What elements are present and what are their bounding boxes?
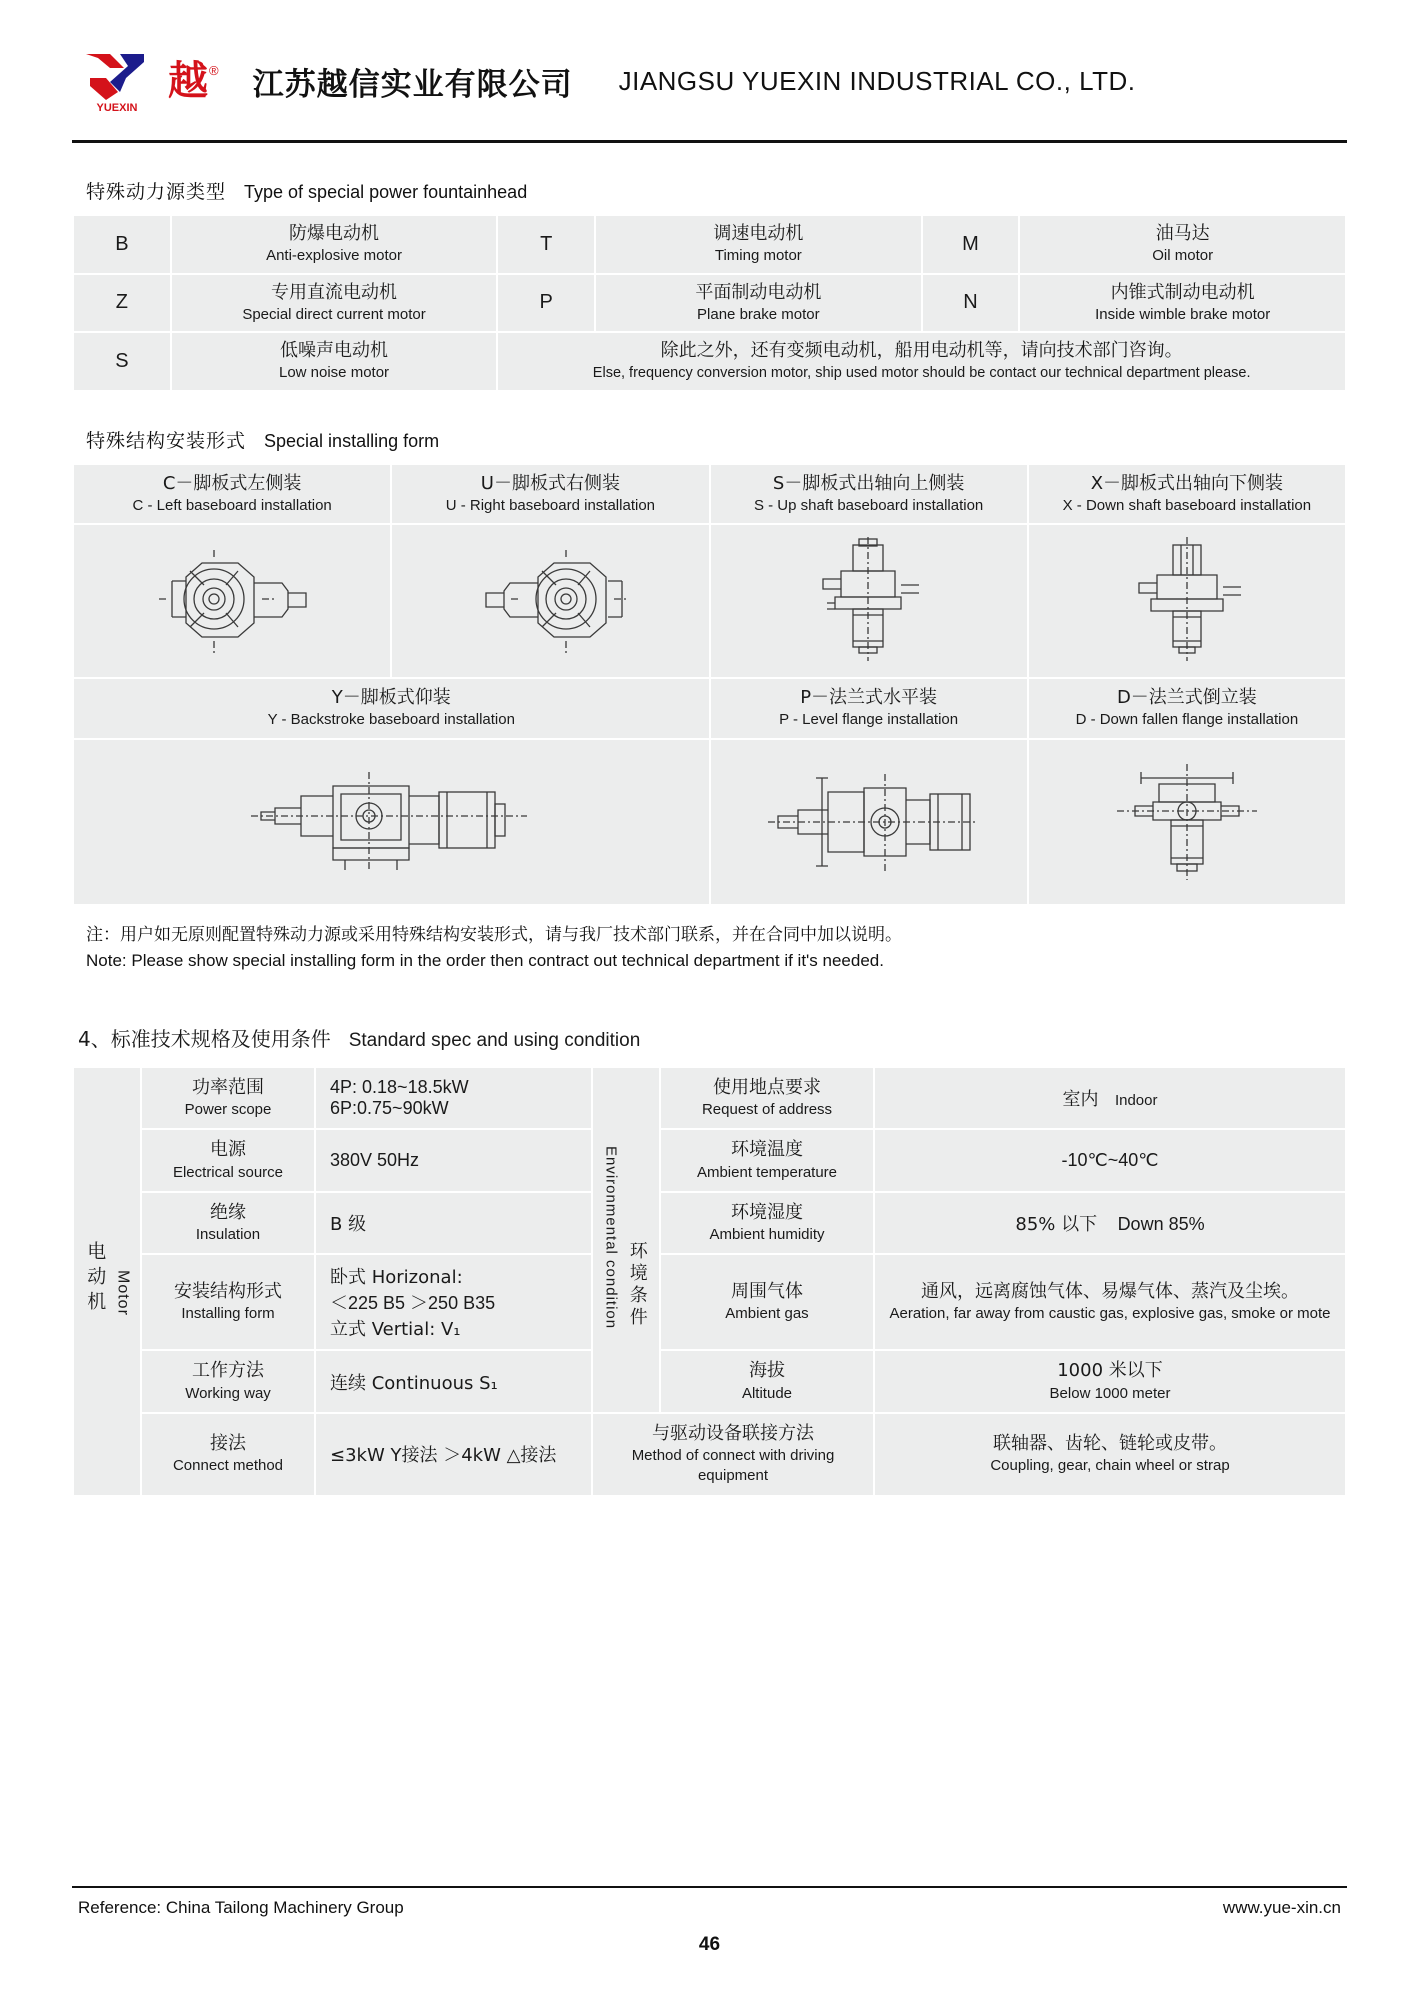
spec-value-electrical-source: 380V 50Hz bbox=[315, 1129, 592, 1192]
power-name-n: 内锥式制动电动机 Inside wimble brake motor bbox=[1019, 274, 1346, 333]
spec-value-altitude: 1000 米以下 Below 1000 meter bbox=[874, 1350, 1346, 1413]
spec-label-connect-driving-equipment: 与驱动设备联接方法 Method of connect with driving equipment bbox=[592, 1413, 874, 1496]
install-label-p: P－法兰式水平装 P - Level flange installation bbox=[710, 678, 1028, 739]
section-title-power-source-en: Type of special power fountainhead bbox=[244, 182, 528, 202]
page-header bbox=[72, 0, 1347, 143]
power-name-t: 调速电动机 Timing motor bbox=[595, 215, 922, 274]
table-row bbox=[73, 678, 1346, 739]
table-row bbox=[73, 524, 1346, 678]
spec-group-environment: Environmental condition 环境条件 bbox=[592, 1067, 660, 1413]
gearbox-left-side-figure bbox=[73, 524, 391, 678]
install-label-d: D－法兰式倒立装 D - Down fallen flange installation bbox=[1028, 678, 1346, 739]
table-row bbox=[73, 1413, 1346, 1496]
spec-label-working-way: 工作方法 Working way bbox=[141, 1350, 315, 1413]
yuexin-logo-icon bbox=[80, 48, 154, 114]
section-title-power-source bbox=[86, 177, 1347, 204]
table-row bbox=[73, 1350, 1346, 1413]
spec-label-ambient-humidity: 环境湿度 Ambient humidity bbox=[660, 1192, 874, 1255]
installing-form-note-cn: 注：用户如无原则配置特殊动力源或采用特殊结构安装形式，请与我厂技术部门联系，并在合同中加以说明。 bbox=[86, 924, 902, 945]
footer-divider bbox=[72, 1886, 1347, 1888]
table-row bbox=[73, 1254, 1346, 1350]
spec-value-ambient-temperature: -10℃~40℃ bbox=[874, 1129, 1346, 1192]
power-name-p: 平面制动电动机 Plane brake motor bbox=[595, 274, 922, 333]
installing-form-table bbox=[72, 463, 1347, 906]
company-name-cn: 江苏越信实业有限公司 bbox=[252, 66, 573, 103]
power-source-note: 除此之外，还有变频电动机，船用电动机等，请向技术部门咨询。 Else, frequency conversion motor, ship used motor should be contact our technical department please. bbox=[497, 332, 1346, 391]
gearbox-up-shaft-figure bbox=[710, 524, 1028, 678]
section-title-power-source-cn: 特殊动力源类型 bbox=[86, 181, 227, 203]
spec-value-insulation: B 级 bbox=[315, 1192, 592, 1255]
gearbox-down-flange-figure bbox=[1028, 739, 1346, 905]
install-label-x: X－脚板式出轴向下侧装 X - Down shaft baseboard installation bbox=[1028, 464, 1346, 525]
standard-spec-table bbox=[72, 1066, 1347, 1497]
spec-label-ambient-gas: 周围气体 Ambient gas bbox=[660, 1254, 874, 1350]
install-label-c: C－脚板式左侧装 C - Left baseboard installation bbox=[73, 464, 391, 525]
power-code-m: M bbox=[922, 215, 1020, 274]
table-row bbox=[73, 1067, 1346, 1130]
spec-value-connect-method: ≤3kW Y接法 ＞4kW △接法 bbox=[315, 1413, 592, 1496]
install-label-s: S－脚板式出轴向上侧装 S - Up shaft baseboard installation bbox=[710, 464, 1028, 525]
power-code-z: Z bbox=[73, 274, 171, 333]
spec-label-power-scope: 功率范围 Power scope bbox=[141, 1067, 315, 1130]
spec-value-installing-form: 卧式 Horizonal: ＜225 B5 ＞250 B35 立式 Vertial: V₁ bbox=[315, 1254, 592, 1350]
spec-label-request-address: 使用地点要求 Request of address bbox=[660, 1067, 874, 1130]
section-title-installing-form bbox=[86, 426, 1347, 453]
power-name-z: 专用直流电动机 Special direct current motor bbox=[171, 274, 498, 333]
installing-form-note-en: Note: Please show special installing form in the order then contract out technical department if it's needed. bbox=[86, 950, 884, 970]
spec-value-connect-driving-equipment: 联轴器、齿轮、链轮或皮带。 Coupling, gear, chain wheel or strap bbox=[874, 1413, 1346, 1496]
install-label-y: Y－脚板式仰装 Y - Backstroke baseboard installation bbox=[73, 678, 710, 739]
spec-label-insulation: 绝缘 Insulation bbox=[141, 1192, 315, 1255]
spec-label-installing-form: 安装结构形式 Installing form bbox=[141, 1254, 315, 1350]
gearbox-right-side-figure bbox=[391, 524, 709, 678]
company-name-en: JIANGSU YUEXIN INDUSTRIAL CO., LTD. bbox=[618, 65, 1136, 96]
spec-value-ambient-gas: 通风，远离腐蚀气体、易爆气体、蒸汽及尘埃。 Aeration, far away from caustic gas, explosive gas, smoke or mote bbox=[874, 1254, 1346, 1350]
spec-group-motor: 电动机 Motor bbox=[73, 1067, 141, 1496]
spec-value-power-scope: 4P: 0.18~18.5kW 6P:0.75~90kW bbox=[315, 1067, 592, 1130]
table-row bbox=[73, 464, 1346, 525]
spec-label-connect-method: 接法 Connect method bbox=[141, 1413, 315, 1496]
table-row bbox=[73, 1192, 1346, 1255]
power-name-s: 低噪声电动机 Low noise motor bbox=[171, 332, 498, 391]
footer-website[interactable]: www.yue-xin.cn bbox=[1222, 1898, 1341, 1917]
gearbox-backstroke-figure bbox=[73, 739, 710, 905]
power-code-n: N bbox=[922, 274, 1020, 333]
power-source-table bbox=[72, 214, 1347, 392]
spec-label-altitude: 海拔 Altitude bbox=[660, 1350, 874, 1413]
page-footer bbox=[72, 1886, 1347, 1956]
power-name-m: 油马达 Oil motor bbox=[1019, 215, 1346, 274]
table-row bbox=[73, 332, 1346, 391]
power-code-b: B bbox=[73, 215, 171, 274]
spec-label-electrical-source: 电源 Electrical source bbox=[141, 1129, 315, 1192]
table-row bbox=[73, 739, 1346, 905]
company-logo bbox=[72, 48, 219, 114]
spec-value-request-address: 室内 Indoor bbox=[874, 1067, 1346, 1130]
section-title-installing-form-en: Special installing form bbox=[264, 430, 440, 451]
install-label-u: U－脚板式右侧装 U - Right baseboard installation bbox=[391, 464, 709, 525]
table-row bbox=[73, 274, 1346, 333]
gearbox-level-flange-figure bbox=[710, 739, 1028, 905]
power-name-b: 防爆电动机 Anti-explosive motor bbox=[171, 215, 498, 274]
table-row bbox=[73, 215, 1346, 274]
section-title-standard-spec-cn: 4、标准技术规格及使用条件 bbox=[78, 1026, 331, 1051]
yuexin-wordmark-icon: 越 ® bbox=[168, 58, 219, 104]
gearbox-down-shaft-figure bbox=[1028, 524, 1346, 678]
section-title-standard-spec bbox=[78, 1023, 1347, 1052]
spec-value-working-way: 连续 Continuous S₁ bbox=[315, 1350, 592, 1413]
spec-label-ambient-temperature: 环境温度 Ambient temperature bbox=[660, 1129, 874, 1192]
section-title-installing-form-cn: 特殊结构安装形式 bbox=[86, 429, 247, 452]
table-row bbox=[73, 1129, 1346, 1192]
power-code-s: S bbox=[73, 332, 171, 391]
section-title-standard-spec-en: Standard spec and using condition bbox=[348, 1029, 641, 1051]
power-code-t: T bbox=[497, 215, 595, 274]
power-code-p: P bbox=[497, 274, 595, 333]
installing-form-note bbox=[86, 920, 1347, 971]
footer-reference: Reference: China Tailong Machinery Group bbox=[78, 1898, 404, 1917]
page-number: 46 bbox=[698, 1934, 721, 1955]
spec-value-ambient-humidity: 85% 以下 Down 85% bbox=[874, 1192, 1346, 1255]
svg-text:YUEXIN: YUEXIN bbox=[96, 102, 138, 114]
